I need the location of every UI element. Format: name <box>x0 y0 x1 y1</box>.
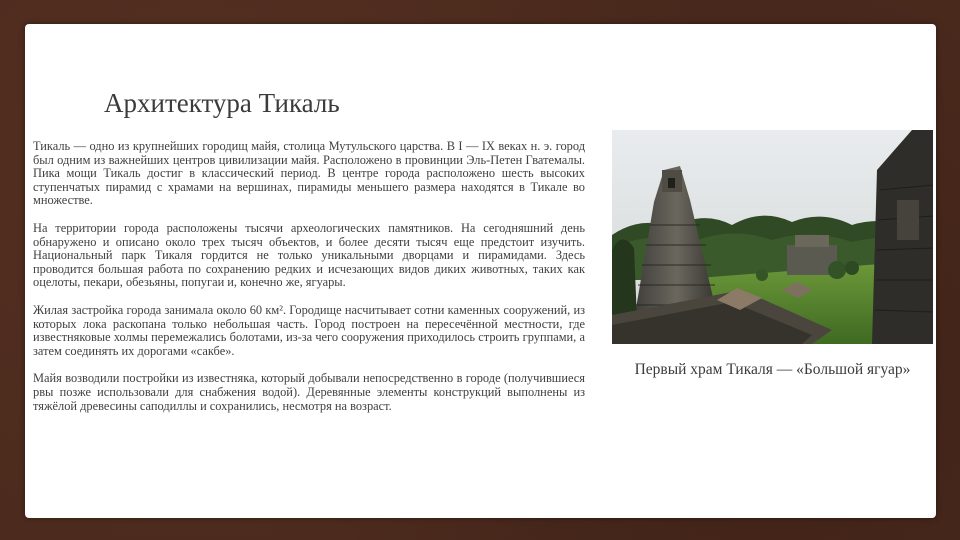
slide-body <box>33 140 585 427</box>
paragraph-2: На территории города расположены тысячи археологических памятников. На сегодняшний день обнаружено и описано около трех тысяч объектов, и более десяти тысяч еще предстоит изучить. Национальный парк Тикаля гордится не только уникальными дворцами и пирамидами. Здесь проводится большая работа по сохранению редких и исчезающих видов диких животных, таких как оцелоты, пекари, обезьяны, попугаи и, конечно же, ягуары. <box>33 220 585 290</box>
photo-caption: Первый храм Тикаля — «Большой ягуар» <box>634 361 911 378</box>
slide-title: Архитектура Тикаль <box>104 88 340 118</box>
paragraph-1: Тикаль — одно из крупнейших городищ майя, столица Мутульского царства. В I — IX веках н. э. город был одним из важнейших центров цивилизации майя. Расположено в провинции Эль-Петен Гватемалы. Пика мощи Тикаль достиг в классический период. В центре города расположено шесть высоких ступенчатых пирамид с храмами на вершинах, пирамиды меньшего размера находятся в Тикале во множестве. <box>33 139 585 208</box>
temple-photo <box>612 130 933 344</box>
paragraph-4: Майя возводили постройки из известняка, который добывали непосредственно в городе (получившиеся рвы позже использовали для снабжения водой). Деревянные элементы конструкций выполнены из тяжёлой древесины саподиллы и сохранились, несмотря на возраст. <box>33 371 585 413</box>
paragraph-3: Жилая застройка города занимала около 60 км². Городище насчитывает сотни каменных сооружений, из которых лока раскопана только небольшая часть. Город построен на пересечённой местности, где известняковые холмы перемежались болотами, из-за чего сооружения приходилось строить группами, а затем соединять их дорогами «сакбе». <box>33 302 585 358</box>
